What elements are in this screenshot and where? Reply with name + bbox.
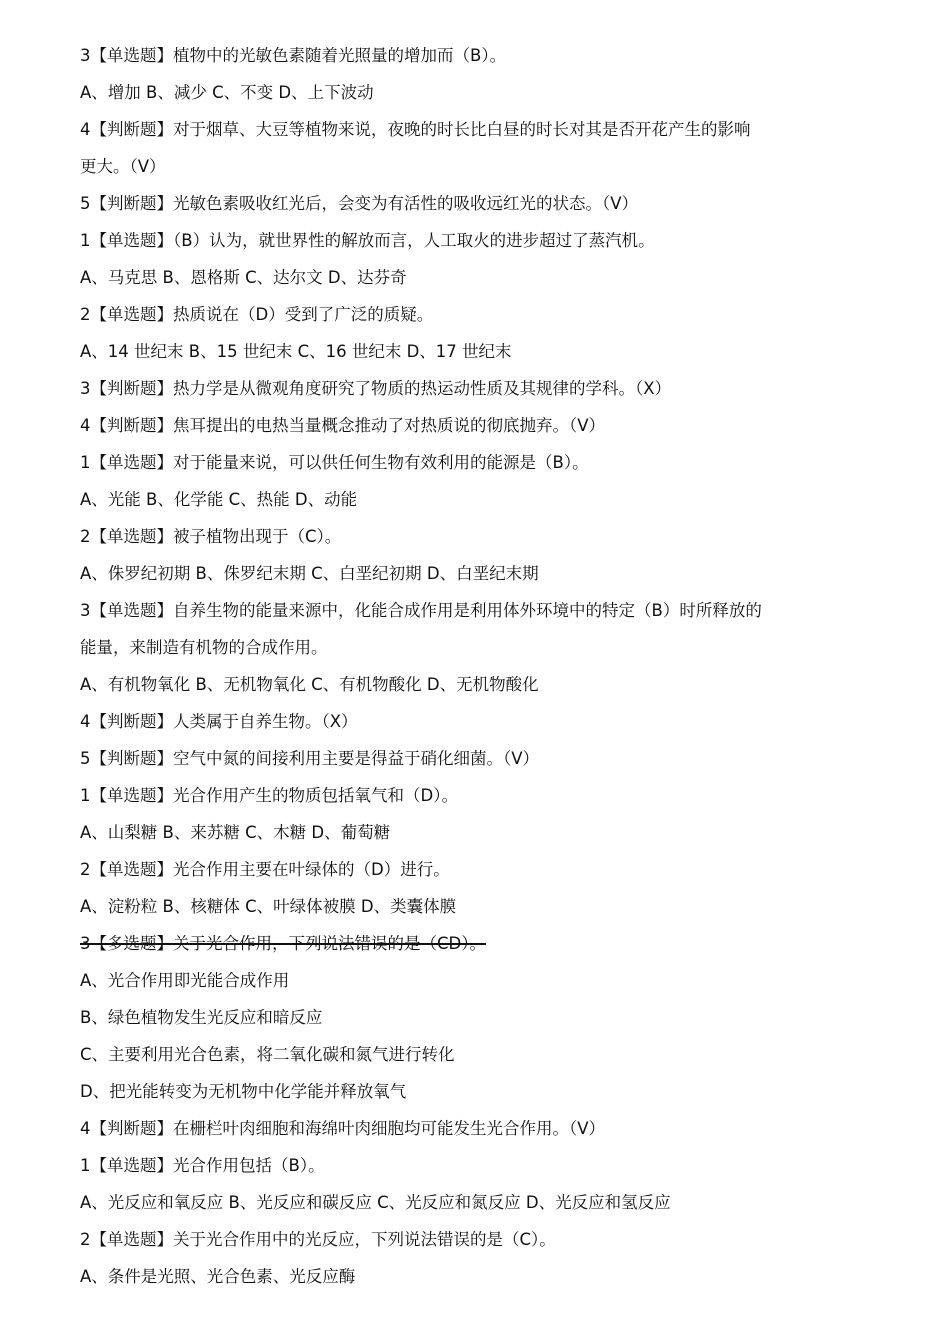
text-line	[80, 666, 880, 703]
text-line	[80, 1184, 880, 1221]
text-line	[80, 925, 880, 962]
text-line	[80, 962, 880, 999]
text-line-content: A、增加 B、减少 C、不变 D、上下波动	[80, 83, 374, 102]
text-line-content: A、淀粉粒 B、核糖体 C、叶绿体被膜 D、类囊体膜	[80, 897, 457, 916]
text-line	[80, 629, 880, 666]
text-line	[80, 814, 880, 851]
text-line	[80, 740, 880, 777]
text-line-content: 4【判断题】人类属于自养生物。（X）	[80, 712, 358, 731]
text-line-content: 4【判断题】对于烟草、大豆等植物来说，夜晚的时长比白昼的时长对其是否开花产生的影响	[80, 120, 751, 139]
text-line	[80, 37, 880, 74]
text-line	[80, 333, 880, 370]
text-line-content: 能量，来制造有机物的合成作用。	[80, 638, 328, 657]
text-line	[80, 999, 880, 1036]
text-line-content: 3【判断题】热力学是从微观角度研究了物质的热运动性质及其规律的学科。（X）	[80, 379, 672, 398]
text-line	[80, 444, 880, 481]
text-line-content: A、光反应和氧反应 B、光反应和碳反应 C、光反应和氮反应 D、光反应和氢反应	[80, 1193, 671, 1212]
text-line-content: A、有机物氧化 B、无机物氧化 C、有机物酸化 D、无机物酸化	[80, 675, 539, 694]
text-line-content: A、14 世纪末 B、15 世纪末 C、16 世纪末 D、17 世纪末	[80, 342, 512, 361]
text-line	[80, 1036, 880, 1073]
text-line	[80, 555, 880, 592]
text-line	[80, 1073, 880, 1110]
text-line-content: 3【单选题】自养生物的能量来源中，化能合成作用是利用体外环境中的特定（B）时所释放的	[80, 601, 762, 620]
text-line-content: 2【单选题】关于光合作用中的光反应，下列说法错误的是（C）。	[80, 1230, 556, 1249]
text-line-content: 1【单选题】对于能量来说，可以供任何生物有效利用的能源是（B）。	[80, 453, 589, 472]
text-line	[80, 370, 880, 407]
text-line	[80, 148, 880, 185]
text-line-content: A、侏罗纪初期 B、侏罗纪末期 C、白垩纪初期 D、白垩纪末期	[80, 564, 539, 583]
text-line-content: 更大。（V）	[80, 157, 166, 176]
text-line-content: 5【判断题】空气中氮的间接利用主要是得益于硝化细菌。（V）	[80, 749, 540, 768]
text-line-content: 4【判断题】在栅栏叶肉细胞和海绵叶肉细胞均可能发生光合作用。（V）	[80, 1119, 606, 1138]
text-line	[80, 111, 880, 148]
text-line	[80, 703, 880, 740]
text-line-content: C、主要利用光合色素，将二氧化碳和氮气进行转化	[80, 1045, 455, 1064]
text-line	[80, 74, 880, 111]
text-line-content: 5【判断题】光敏色素吸收红光后，会变为有活性的吸收远红光的状态。（V）	[80, 194, 639, 213]
text-line-content: 3【多选题】关于光合作用，下列说法错误的是（CD）。	[80, 934, 486, 953]
text-line	[80, 518, 880, 555]
text-line-content: A、马克思 B、恩格斯 C、达尔文 D、达芬奇	[80, 268, 407, 287]
text-line-content: A、光合作用即光能合成作用	[80, 971, 290, 990]
document-body	[80, 37, 880, 1295]
text-line	[80, 407, 880, 444]
text-line-content: 2【单选题】光合作用主要在叶绿体的（D）进行。	[80, 860, 450, 879]
text-line-content: 3【单选题】植物中的光敏色素随着光照量的增加而（B）。	[80, 46, 507, 65]
text-line-content: A、条件是光照、光合色素、光反应酶	[80, 1267, 356, 1286]
text-line-content: 1【单选题】光合作用包括（B）。	[80, 1156, 325, 1175]
text-line-content: A、山梨糖 B、来苏糖 C、木糖 D、葡萄糖	[80, 823, 391, 842]
text-line-content: D、把光能转变为无机物中化学能并释放氧气	[80, 1082, 407, 1101]
text-line	[80, 1258, 880, 1295]
text-line	[80, 185, 880, 222]
text-line-content: 4【判断题】焦耳提出的电热当量概念推动了对热质说的彻底抛弃。（V）	[80, 416, 606, 435]
text-line	[80, 592, 880, 629]
text-line	[80, 888, 880, 925]
text-line	[80, 222, 880, 259]
text-line	[80, 1147, 880, 1184]
text-line	[80, 296, 880, 333]
text-line-content: 2【单选题】热质说在（D）受到了广泛的质疑。	[80, 305, 434, 324]
text-line	[80, 259, 880, 296]
text-line	[80, 777, 880, 814]
text-line-content: B、绿色植物发生光反应和暗反应	[80, 1008, 323, 1027]
text-line	[80, 481, 880, 518]
text-line-content: A、光能 B、化学能 C、热能 D、动能	[80, 490, 358, 509]
text-line-content: 1【单选题】光合作用产生的物质包括氧气和（D）。	[80, 786, 458, 805]
text-line-content: 1【单选题】（B）认为，就世界性的解放而言，人工取火的进步超过了蒸汽机。	[80, 231, 655, 250]
text-line-content: 2【单选题】被子植物出现于（C）。	[80, 527, 342, 546]
text-line	[80, 1221, 880, 1258]
text-line	[80, 851, 880, 888]
text-line	[80, 1110, 880, 1147]
